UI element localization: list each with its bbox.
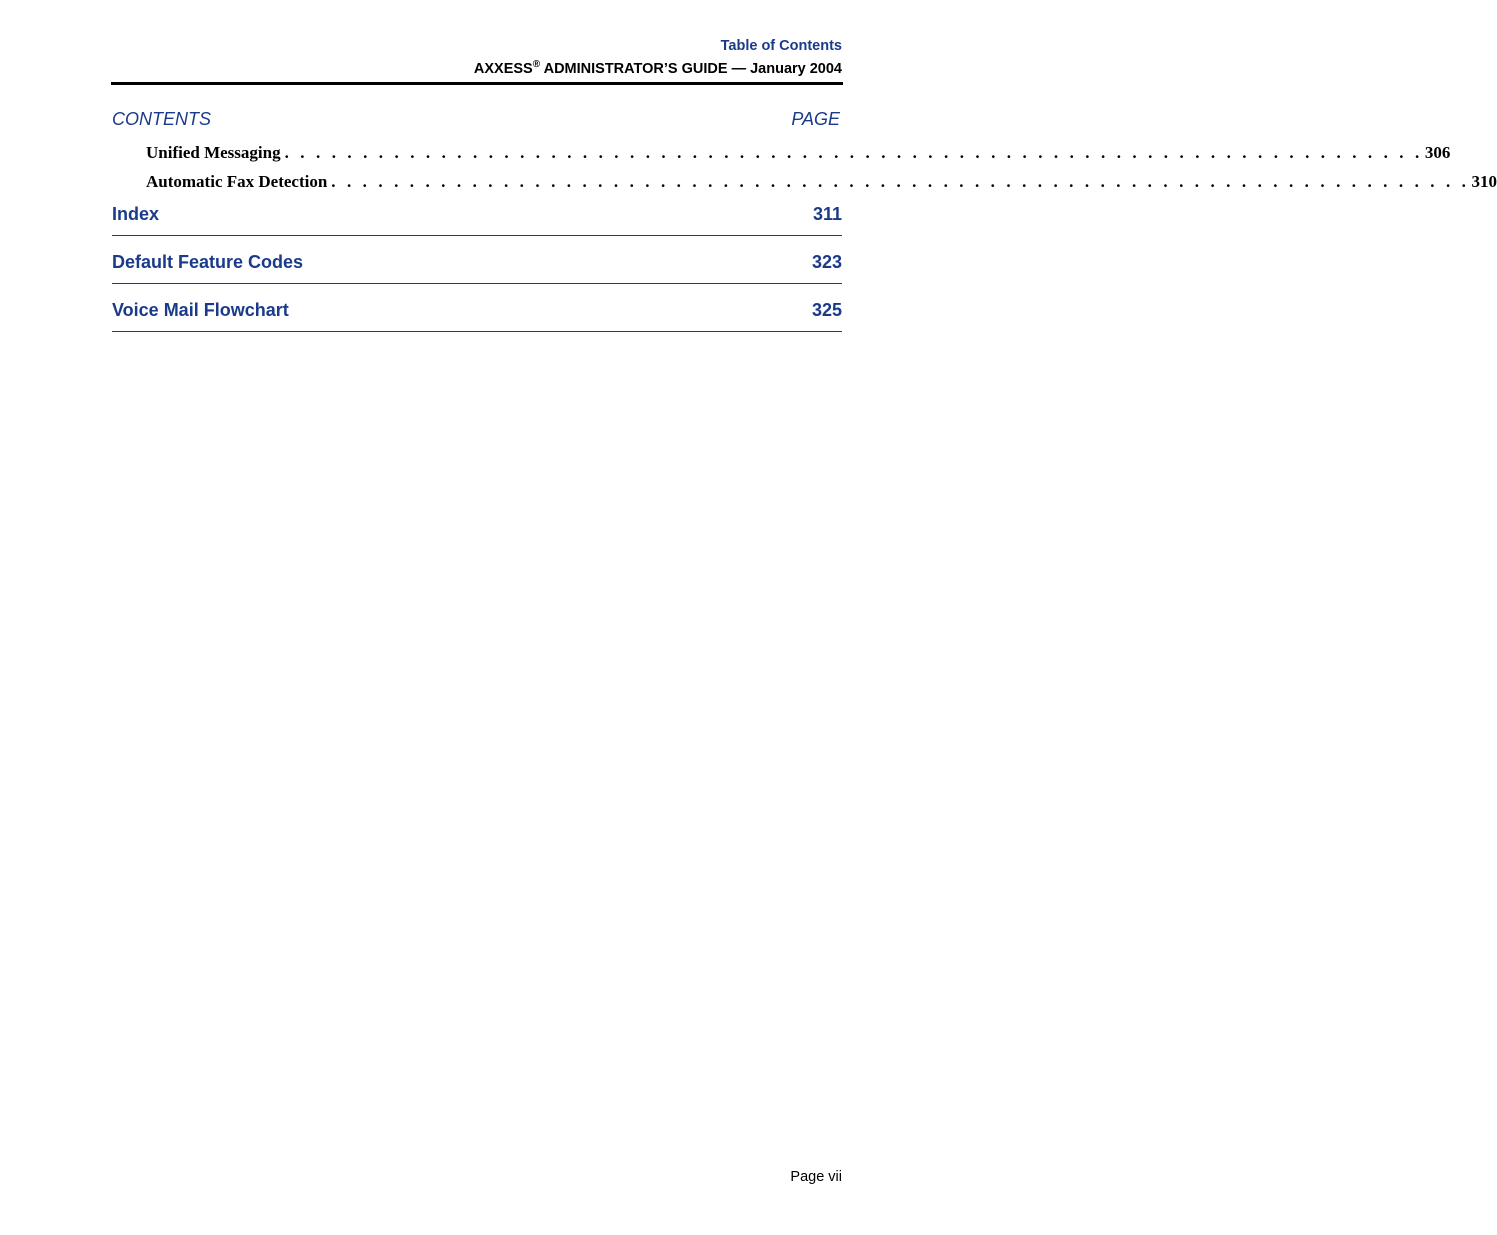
toc-entry-voice-mail-flowchart[interactable] <box>112 284 842 332</box>
registered-mark: ® <box>532 59 541 70</box>
contents-column-label: CONTENTS <box>112 109 211 129</box>
toc-entry-page: 325 <box>811 300 842 320</box>
toc-subentry-page: 310 <box>1471 172 1497 191</box>
toc-subentry-title: Automatic Fax Detection <box>146 172 328 191</box>
toc-entry-index[interactable] <box>112 188 842 236</box>
toc-entry-page: 311 <box>812 204 842 224</box>
section-title: Table of Contents <box>720 38 842 54</box>
toc-entry-title: Index <box>112 204 160 224</box>
header-divider <box>111 82 843 85</box>
guide-subtitle: ADMINISTRATOR’S GUIDE — January 2004 <box>540 61 842 77</box>
page-column-label: PAGE <box>791 109 840 129</box>
toc-subentry-page: 306 <box>1424 143 1451 162</box>
toc-entry-title: Voice Mail Flowchart <box>112 300 289 320</box>
dot-leader: . . . . . . . . . . . . . . . . . . . . . . . . . . . . . . . . . . . . . . . . . . . . . . . . . . . . . . . . . . . . . . . . . . . . . . . . . <box>284 143 1423 162</box>
toc-subentry[interactable] <box>146 142 1451 164</box>
toc-entry-default-feature-codes[interactable] <box>112 236 842 284</box>
guide-title <box>474 59 842 79</box>
toc-entry-title: Default Feature Codes <box>112 252 304 272</box>
page-number: Page vii <box>790 1169 842 1185</box>
toc-entry-page: 323 <box>811 252 842 272</box>
toc-subentry-title: Unified Messaging <box>146 143 281 162</box>
product-name: AXXESS <box>473 61 533 77</box>
dot-leader: . . . . . . . . . . . . . . . . . . . . . . . . . . . . . . . . . . . . . . . . . . . . . . . . . . . . . . . . . . . . . . . . . . . . . . . . . <box>331 172 1470 191</box>
